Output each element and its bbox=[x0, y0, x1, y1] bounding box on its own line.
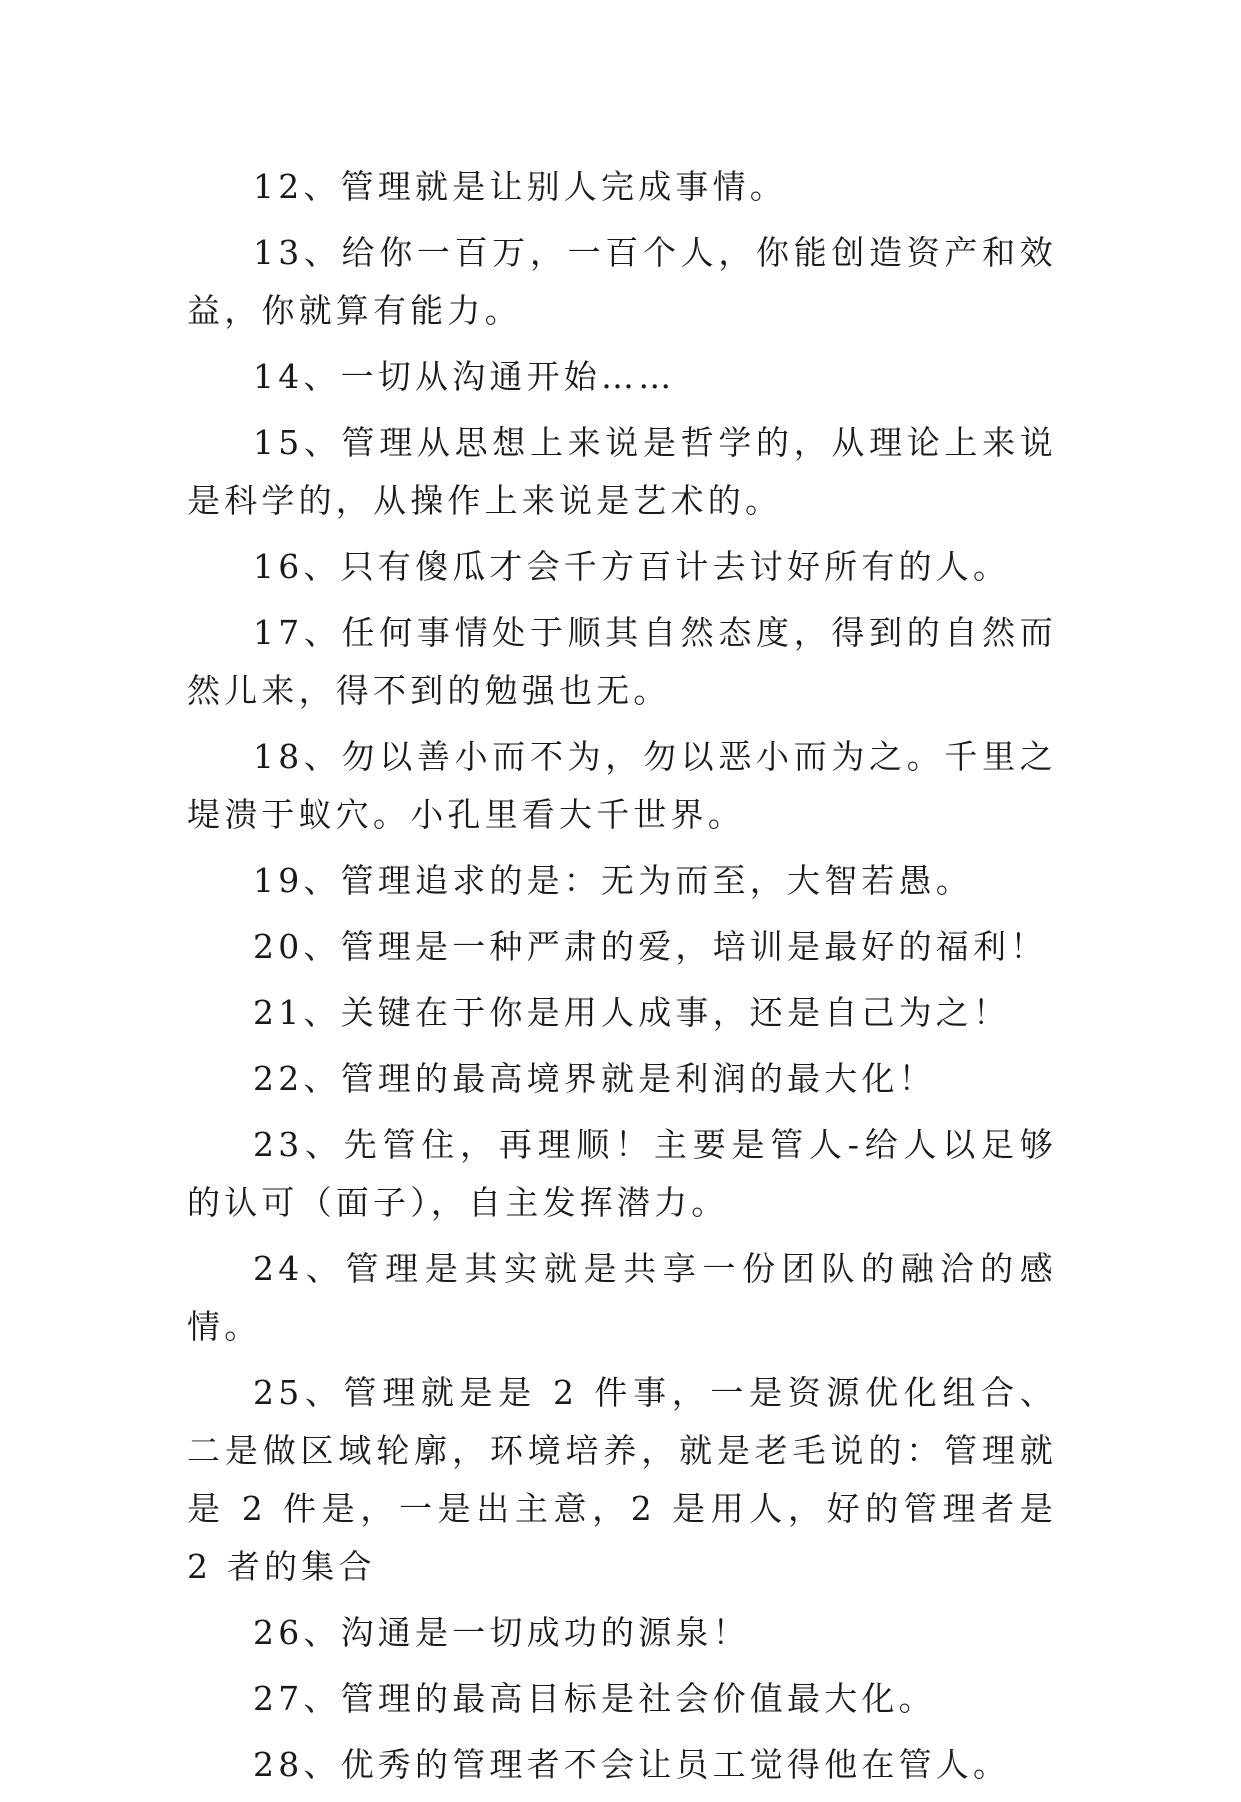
paragraph-25: 25、管理就是是 2 件事，一是资源优化组合、二是做区域轮廓，环境培养，就是老毛说的：管理就是 2 件是，一是出主意，2 是用人，好的管理者是 2 者的集合 bbox=[187, 1373, 1057, 1586]
document-body bbox=[187, 158, 1057, 1802]
paragraph-23: 23、先管住，再理顺！主要是管人-给人以足够的认可（面子），自主发挥潜力。 bbox=[187, 1125, 1057, 1222]
paragraph-17: 17、任何事情处于顺其自然态度，得到的自然而然儿来，得不到的勉强也无。 bbox=[187, 613, 1057, 710]
paragraph-27: 27、管理的最高目标是社会价值最大化。 bbox=[253, 1679, 936, 1718]
paragraph-18: 18、勿以善小而不为，勿以恶小而为之。千里之堤溃于蚁穴。小孔里看大千世界。 bbox=[187, 737, 1057, 834]
paragraph-19: 19、管理追求的是：无为而至，大智若愚。 bbox=[253, 861, 973, 900]
paragraph-16: 16、只有傻瓜才会千方百计去讨好所有的人。 bbox=[253, 547, 1011, 586]
paragraph-15: 15、管理从思想上来说是哲学的，从理论上来说是科学的，从操作上来说是艺术的。 bbox=[187, 423, 1057, 520]
paragraph-24: 24、管理是其实就是共享一份团队的融洽的感情。 bbox=[187, 1249, 1057, 1346]
paragraph-28: 28、优秀的管理者不会让员工觉得他在管人。 bbox=[253, 1745, 1011, 1784]
paragraph-21: 21、关键在于你是用人成事，还是自己为之！ bbox=[253, 993, 1011, 1032]
paragraph-26: 26、沟通是一切成功的源泉！ bbox=[253, 1613, 750, 1652]
paragraph-12: 12、管理就是让别人完成事情。 bbox=[253, 167, 787, 206]
paragraph-22: 22、管理的最高境界就是利润的最大化！ bbox=[253, 1059, 936, 1098]
paragraph-20: 20、管理是一种严肃的爱，培训是最好的福利！ bbox=[253, 927, 1048, 966]
paragraph-13: 13、给你一百万，一百个人，你能创造资产和效益，你就算有能力。 bbox=[187, 233, 1057, 330]
paragraph-14: 14、一切从沟通开始…… bbox=[253, 357, 676, 396]
